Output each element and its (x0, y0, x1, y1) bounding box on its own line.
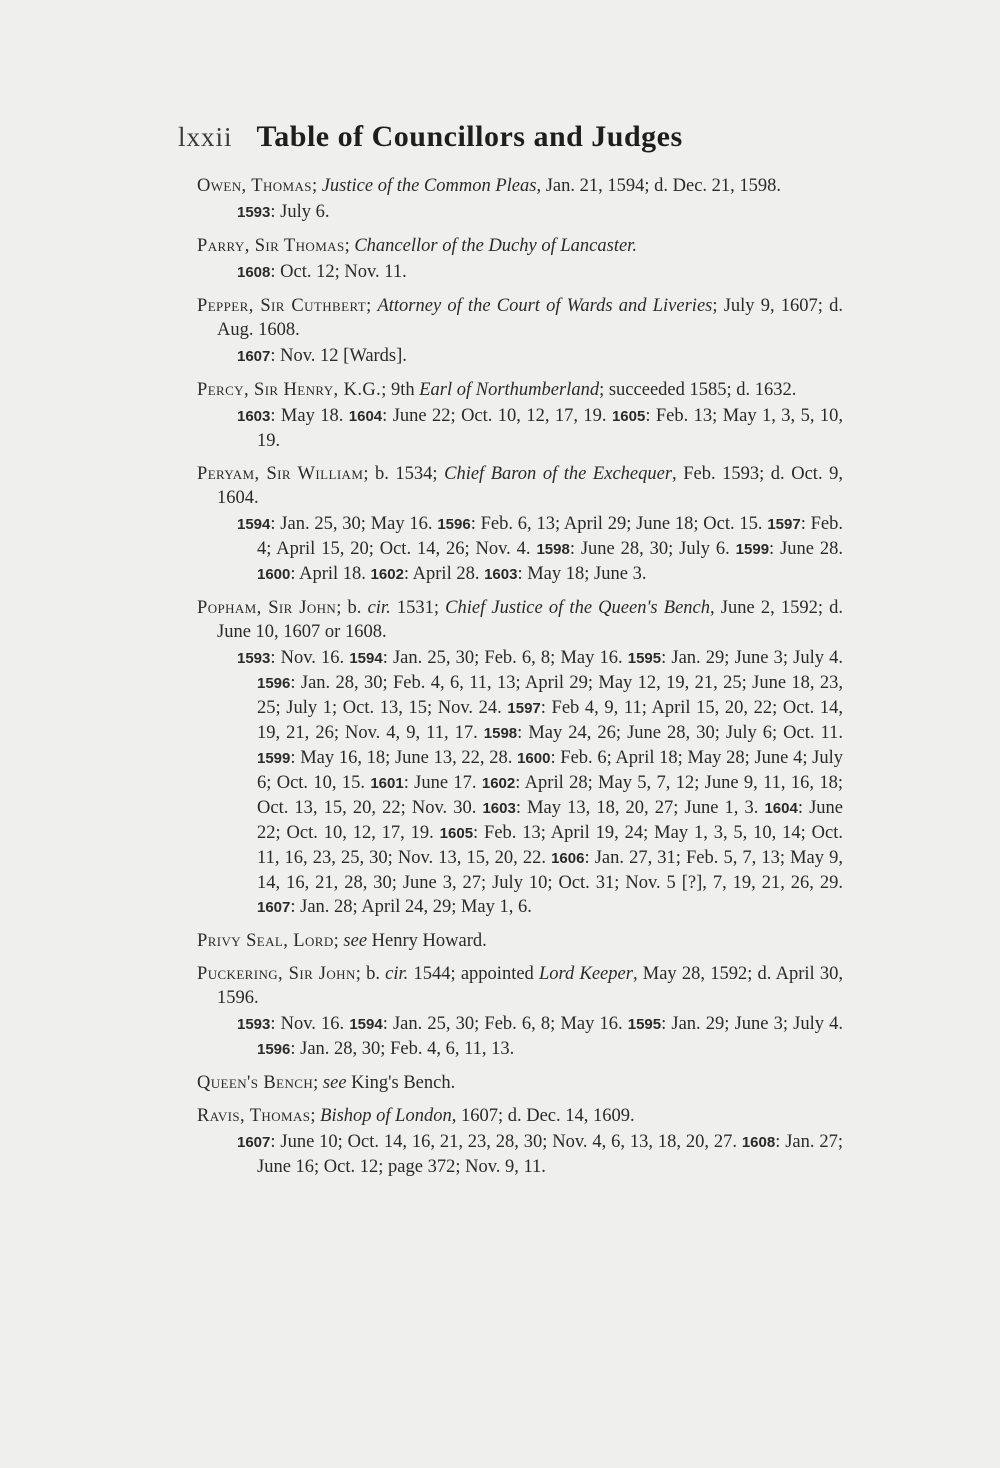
year-label: 1595 (627, 650, 662, 667)
date-list: : April 18. (290, 564, 371, 584)
date-list: : Feb. 4; April 15, 20; Oct. 14, 26; Nov. 4. (257, 514, 844, 559)
entry-title-italic: Chief Baron of the Exchequer (444, 464, 673, 484)
year-label: 1607 (237, 348, 271, 365)
date-list: : Jan. 29; June 3; July 4. (661, 648, 843, 668)
date-list: : Jan. 25, 30; May 16. (270, 514, 438, 534)
year-label: 1603 (482, 800, 516, 817)
date-list: : Oct. 12; Nov. 11. (270, 262, 407, 282)
year-label: 1608 (741, 1134, 776, 1151)
entry-name: Popham, Sir John (197, 598, 337, 618)
year-label: 1594 (237, 516, 271, 533)
date-list: : Nov. 12 [Wards]. (270, 346, 407, 366)
entry-dates (237, 344, 843, 369)
entry-title-italic: Justice of the Common Pleas (321, 176, 537, 196)
entry (197, 294, 843, 369)
entry-name: Queen's Bench (197, 1073, 314, 1093)
entry (197, 174, 843, 225)
date-list: : June 17. (403, 773, 482, 793)
entry (197, 962, 843, 1062)
entry-dates (237, 1130, 843, 1179)
entry-text: ; b. (355, 964, 386, 984)
date-list: : May 18. (270, 406, 349, 426)
entry-heading (197, 462, 843, 510)
year-label: 1593 (237, 650, 271, 667)
year-label: 1595 (627, 1016, 662, 1033)
entry-title-italic: Chief Justice of the Queen's Bench (445, 598, 710, 618)
entry-text: , Jan. 21, 1594; d. Dec. 21, 1598. (536, 176, 782, 196)
page-header (178, 120, 878, 164)
date-list: : Jan. 28; April 24, 29; May 1, 6. (290, 897, 532, 917)
year-label: 1606 (551, 850, 585, 867)
entry (197, 929, 843, 953)
entry-dates (237, 404, 843, 453)
entry-name: Privy Seal, Lord (197, 931, 334, 951)
year-label: 1599 (257, 750, 291, 767)
entry-text: ; (344, 236, 355, 256)
entry-heading (197, 929, 843, 953)
entry-text: , May 28, 1592; d. April 30, 1596. (217, 964, 843, 1008)
entry-heading (197, 962, 843, 1010)
year-label: 1596 (257, 675, 291, 692)
year-label: 1593 (237, 1016, 271, 1033)
entry (197, 1071, 843, 1095)
entry-text: , 1607; d. Dec. 14, 1609. (451, 1106, 635, 1126)
date-list: : June 28. (769, 539, 843, 559)
date-list: : Jan. 27; June 16; Oct. 12; page 372; Nov. 9, 11. (257, 1132, 843, 1177)
entry-text: ; 9th (381, 380, 420, 400)
entry-title-italic: see (322, 1073, 347, 1093)
year-label: 1598 (536, 541, 570, 558)
date-list: : June 22; Oct. 10, 12, 17, 19. (382, 406, 612, 426)
year-label: 1604 (764, 800, 798, 817)
entry-text: 1531; (390, 598, 446, 618)
date-list: : Nov. 16. (270, 648, 350, 668)
entry (197, 462, 843, 587)
entry-heading (197, 174, 843, 198)
year-label: 1597 (507, 700, 541, 717)
entry (197, 596, 843, 920)
entry-name: Percy, Sir Henry, K.G. (197, 380, 382, 400)
entry-dates (237, 512, 843, 587)
entry-name: Ravis, Thomas (197, 1106, 311, 1126)
year-label: 1602 (370, 566, 404, 583)
entry-title-italic: Bishop of London (320, 1106, 452, 1126)
date-list: : June 22; Oct. 10, 12, 17, 19. (257, 798, 843, 843)
entry-dates (237, 200, 843, 225)
entry-dates (237, 646, 843, 920)
date-list: : Nov. 16. (270, 1014, 350, 1034)
entry-text: ; (333, 931, 344, 951)
entry-name: Owen, Thomas (197, 176, 312, 196)
year-label: 1599 (735, 541, 770, 558)
year-label: 1600 (517, 750, 551, 767)
date-list: : Feb. 6; April 18; May 28; June 4; July 6; Oct. 10, 15. (257, 748, 844, 793)
date-list: : Jan. 28, 30; Feb. 4, 6, 11, 13. (290, 1039, 515, 1059)
year-label: 1608 (237, 264, 271, 281)
entry-text: ; (311, 176, 322, 196)
entry-heading (197, 596, 843, 644)
year-label: 1596 (437, 516, 471, 533)
date-list: : Feb. 13; April 19, 24; May 1, 3, 5, 10, 14; Oct. 11, 16, 23, 25, 30; Nov. 13, 15, 20, 22. (257, 823, 843, 868)
entry-title-italic: cir. (385, 964, 409, 984)
entry-title-italic: see (343, 931, 368, 951)
date-list: : July 6. (270, 202, 330, 222)
date-list: : Jan. 29; June 3; July 4. (661, 1014, 843, 1034)
page-number: lxxii (178, 122, 233, 152)
entry-heading (197, 1104, 843, 1128)
year-label: 1593 (237, 204, 271, 221)
year-label: 1607 (237, 1134, 271, 1151)
date-list: : June 10; Oct. 14, 16, 21, 23, 28, 30; Nov. 4, 6, 13, 18, 20, 27. (270, 1132, 742, 1152)
year-label: 1598 (483, 725, 518, 742)
entry (197, 234, 843, 285)
running-title: Table of Councillors and Judges (256, 120, 683, 153)
entry-heading (197, 378, 843, 402)
date-list: : Jan. 28, 30; Feb. 4, 6, 11, 13; April 29; May 12, 19, 21, 25; June 18, 23, 25; July 1; Oct. 13, 15; Nov. 24. (257, 673, 843, 718)
entry-dates (237, 260, 843, 285)
entry-name: Parry, Sir Thomas (197, 236, 345, 256)
date-list: : April 28. (403, 564, 485, 584)
entry-text: ; (310, 1106, 321, 1126)
date-list: : Feb. 6, 13; April 29; June 18; Oct. 15. (470, 514, 768, 534)
date-list: : May 18; June 3. (517, 564, 647, 584)
year-label: 1602 (481, 775, 516, 792)
entry-heading (197, 234, 843, 258)
year-label: 1596 (257, 1041, 291, 1058)
entry-list (197, 174, 843, 1188)
entry (197, 1104, 843, 1179)
entry (197, 378, 843, 453)
year-label: 1607 (257, 899, 291, 916)
entry-title-italic: Lord Keeper (539, 964, 633, 984)
date-list: : Feb. 13; May 1, 3, 5, 10, 19. (257, 406, 843, 451)
date-list: : Jan. 27, 31; Feb. 5, 7, 13; May 9, 14, 16, 21, 28, 30; June 3, 27; July 10; Oct. 31; Nov. 5 [?], 7, 19, 21, 26, 29. (257, 848, 843, 893)
entry-text: King's Bench. (346, 1073, 456, 1093)
entry-heading (197, 1071, 843, 1095)
year-label: 1605 (611, 408, 646, 425)
entry-text: 1544; appointed (408, 964, 539, 984)
entry-title-italic: cir. (367, 598, 391, 618)
date-list: : Feb 4, 9, 11; April 15, 20, 22; Oct. 14, 19, 21, 26; Nov. 4, 9, 11, 17. (257, 698, 843, 743)
year-label: 1603 (484, 566, 518, 583)
entry-title-italic: Earl of Northumberland (419, 380, 600, 400)
entry-text: ; b. 1534; (363, 464, 445, 484)
entry-name: Puckering, Sir John (197, 964, 356, 984)
year-label: 1597 (767, 516, 801, 533)
date-list: : Jan. 25, 30; Feb. 6, 8; May 16. (382, 1014, 628, 1034)
year-label: 1603 (237, 408, 271, 425)
date-list: : May 13, 18, 20, 27; June 1, 3. (515, 798, 765, 818)
entry-text: ; July 9, 1607; d. Aug. 1608. (217, 296, 844, 340)
year-label: 1604 (348, 408, 383, 425)
entry-dates (237, 1012, 843, 1062)
entry-name: Peryam, Sir William (197, 464, 364, 484)
date-list: : May 24, 26; June 28, 30; July 6; Oct. 11. (517, 723, 843, 743)
entry-text: ; succeeded 1585; d. 1632. (599, 380, 797, 400)
year-label: 1601 (370, 775, 404, 792)
entry-title-italic: Attorney of the Court of Wards and Liveries (377, 296, 713, 316)
entry-text: , Feb. 1593; d. Oct. 9, 1604. (217, 464, 843, 508)
entry-title-italic: Chancellor of the Duchy of Lancaster. (354, 236, 637, 256)
year-label: 1594 (349, 650, 383, 667)
entry-text: ; (313, 1073, 323, 1093)
entry-name: Pepper, Sir Cuthbert (197, 296, 367, 316)
date-list: : Jan. 25, 30; Feb. 6, 8; May 16. (382, 648, 628, 668)
date-list: : April 28; May 5, 7, 12; June 9, 11, 16, 18; Oct. 13, 15, 20, 22; Nov. 30. (257, 773, 843, 818)
entry-text: , June 2, 1592; d. June 10, 1607 or 1608. (217, 598, 844, 642)
year-label: 1600 (257, 566, 291, 583)
entry-text: ; b. (336, 598, 368, 618)
entry-text: Henry Howard. (367, 931, 487, 951)
year-label: 1594 (349, 1016, 383, 1033)
date-list: : May 16, 18; June 13, 22, 28. (290, 748, 518, 768)
entry-text: ; (366, 296, 378, 316)
year-label: 1605 (439, 825, 474, 842)
entry-heading (197, 294, 843, 342)
date-list: : June 28, 30; July 6. (569, 539, 736, 559)
